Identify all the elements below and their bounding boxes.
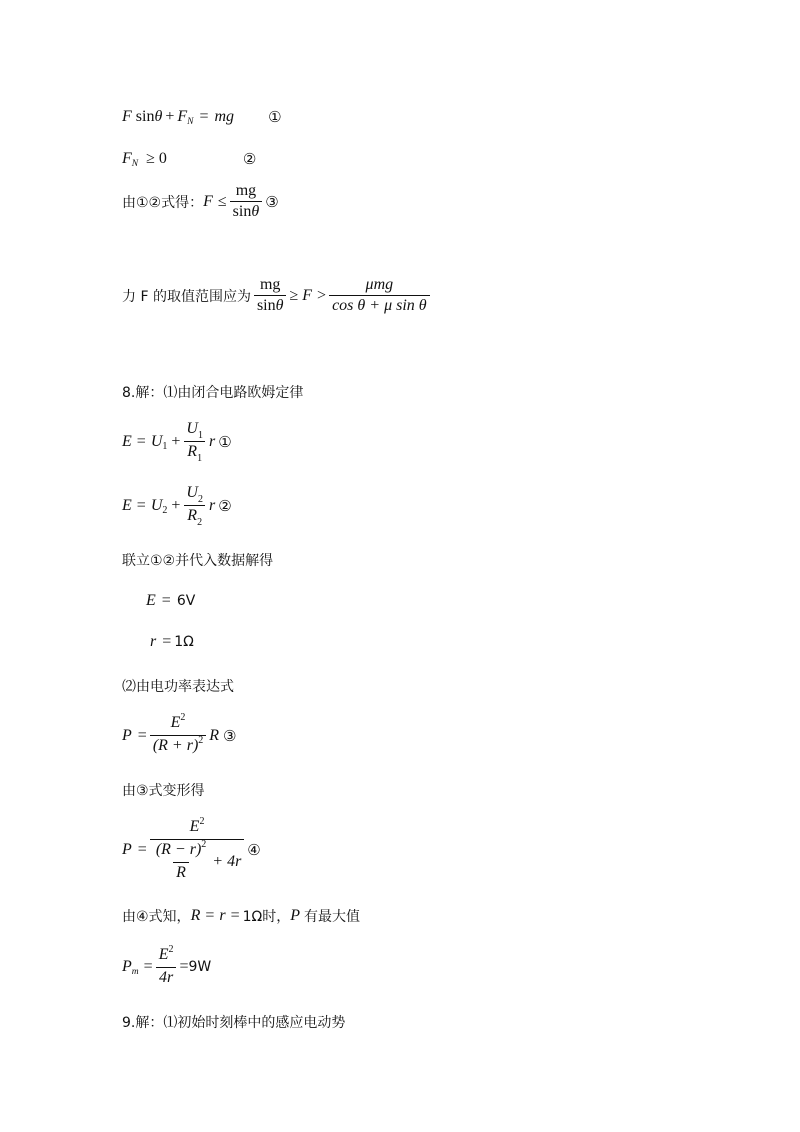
denominator — [184, 505, 205, 527]
fraction — [183, 420, 206, 463]
superscript: 2 — [198, 735, 204, 746]
symbol: r — [208, 496, 216, 514]
equation-number: ④ — [247, 841, 261, 859]
numerator — [183, 420, 206, 441]
equation-number: ② — [242, 150, 257, 168]
superscript: 2 — [168, 944, 174, 955]
symbol: F — [122, 108, 132, 125]
symbol: = — [136, 432, 146, 450]
symbol: F — [122, 150, 132, 167]
text: ⑵由电功率表达式 — [122, 679, 234, 695]
inner-numerator — [153, 841, 209, 862]
inner-fraction — [153, 841, 209, 882]
symbol: r — [150, 633, 157, 650]
symbol: E — [170, 714, 181, 731]
equation-number: ③ — [223, 726, 237, 745]
subscript: N — [187, 117, 194, 127]
symbol: ≥ — [146, 150, 155, 167]
value: 1Ω — [174, 634, 194, 650]
symbol: R — [187, 507, 198, 524]
symbol: sin — [232, 203, 252, 220]
symbol: P — [122, 957, 132, 975]
symbol: mg — [214, 108, 235, 125]
fraction — [230, 182, 263, 221]
equation-power — [122, 714, 237, 757]
numerator — [160, 818, 235, 839]
equation-result-3 — [122, 182, 279, 221]
symbol: = — [136, 496, 146, 514]
symbol: R — [209, 726, 220, 744]
result-emf — [146, 592, 195, 610]
superscript: 2 — [201, 839, 207, 850]
text: 8.解：⑴由闭合电路欧姆定律 — [122, 385, 304, 401]
symbol: θ — [275, 297, 284, 314]
text: 由③式变形得 — [122, 783, 205, 799]
question-9-heading — [122, 1012, 345, 1032]
symbol: E — [122, 432, 132, 450]
subscript: 1 — [197, 430, 203, 441]
symbol: F — [177, 108, 188, 125]
symbol: = — [162, 633, 172, 650]
part-2-heading — [122, 676, 234, 696]
symbol: 0 — [158, 150, 167, 167]
fraction — [150, 714, 206, 757]
max-power-condition — [122, 906, 360, 926]
symbol: = — [205, 907, 215, 924]
inner-denominator: R — [173, 862, 189, 882]
symbol: + — [171, 496, 181, 514]
equation-ohm-1 — [122, 420, 232, 463]
value: 6V — [176, 593, 196, 609]
symbol: > — [317, 286, 327, 304]
equation-max-power — [122, 946, 211, 987]
text: 有最大值 — [304, 909, 361, 925]
symbol: = — [230, 907, 240, 924]
equation-number: ② — [218, 496, 232, 515]
equation-number: ① — [218, 432, 232, 451]
denominator: cos θ + μ sin θ — [329, 295, 430, 315]
subscript: N — [131, 159, 139, 169]
fraction — [150, 818, 244, 882]
symbol: E — [158, 946, 169, 963]
symbol: μ — [365, 276, 374, 293]
symbol: R — [187, 443, 198, 460]
symbol: P — [122, 726, 132, 744]
symbol: ≤ — [217, 192, 227, 210]
text: 由①②式得： — [122, 194, 204, 211]
equation-ohm-2 — [122, 484, 232, 527]
fraction — [156, 946, 177, 987]
result-internal-resistance — [150, 633, 194, 651]
symbol: r — [219, 907, 226, 924]
equation-number: ③ — [265, 192, 279, 211]
subscript: 1 — [162, 441, 168, 452]
symbol: = — [199, 108, 209, 125]
text: 联立①②并代入数据解得 — [122, 553, 274, 569]
symbol: = — [137, 726, 147, 744]
symbol: = — [161, 592, 171, 609]
denominator — [150, 839, 244, 882]
superscript: 2 — [199, 816, 205, 827]
symbol: sin — [256, 297, 276, 314]
superscript: 2 — [180, 712, 186, 723]
symbol: + — [165, 108, 175, 125]
equation-power-transformed — [122, 818, 261, 882]
subscript: m — [131, 966, 139, 977]
symbol: = — [143, 957, 153, 975]
denominator — [150, 735, 206, 757]
symbol: r — [208, 432, 216, 450]
symbol: (R − r) — [155, 841, 202, 858]
symbol: R — [190, 907, 201, 924]
symbol: mg — [373, 276, 394, 293]
equation-number: ① — [268, 108, 282, 126]
equation-normal-force — [122, 150, 256, 168]
equation-force-balance — [122, 108, 282, 126]
numerator — [183, 484, 206, 505]
numerator — [156, 946, 177, 967]
symbol: + — [171, 432, 181, 450]
symbol: P — [122, 841, 132, 858]
denominator: 4r — [156, 967, 176, 987]
symbol: = — [179, 957, 189, 975]
numerator — [168, 714, 189, 735]
symbol: E — [146, 592, 156, 609]
symbol: θ — [154, 108, 163, 125]
denominator — [184, 441, 205, 463]
symbol: + 4r — [212, 852, 242, 870]
numerator: mg — [259, 276, 281, 293]
symbol: (R + r) — [152, 737, 199, 754]
force-range — [122, 276, 433, 315]
symbol: E — [122, 496, 132, 514]
symbol: sin — [135, 108, 155, 125]
symbol: U — [150, 432, 163, 450]
question-8-heading — [122, 382, 303, 402]
subscript: 2 — [162, 505, 168, 516]
numerator — [363, 276, 397, 295]
symbol: U — [186, 484, 198, 501]
symbol: U — [150, 496, 163, 514]
symbol: U — [186, 420, 198, 437]
combine-text — [122, 550, 273, 570]
text: 力 F 的取值范围应为 — [122, 288, 251, 305]
subscript: 2 — [197, 494, 203, 505]
symbol: ≥ — [289, 286, 299, 304]
symbol: = — [137, 841, 147, 858]
transform-text — [122, 780, 205, 800]
denominator — [230, 201, 263, 221]
symbol: F — [203, 192, 213, 210]
subscript: 2 — [197, 517, 203, 528]
symbol: θ — [251, 203, 260, 220]
fraction — [183, 484, 206, 527]
subscript: 1 — [197, 453, 203, 464]
text: 1Ω时， — [242, 909, 291, 925]
text: 由④式知， — [122, 909, 191, 925]
text: 9.解：⑴初始时刻棒中的感应电动势 — [122, 1015, 346, 1031]
symbol: F — [302, 286, 313, 304]
numerator: mg — [235, 182, 257, 199]
symbol: P — [290, 907, 301, 924]
fraction — [329, 276, 430, 315]
fraction — [254, 276, 287, 315]
symbol: E — [189, 818, 200, 835]
denominator — [254, 295, 287, 315]
value: 9W — [188, 958, 212, 975]
